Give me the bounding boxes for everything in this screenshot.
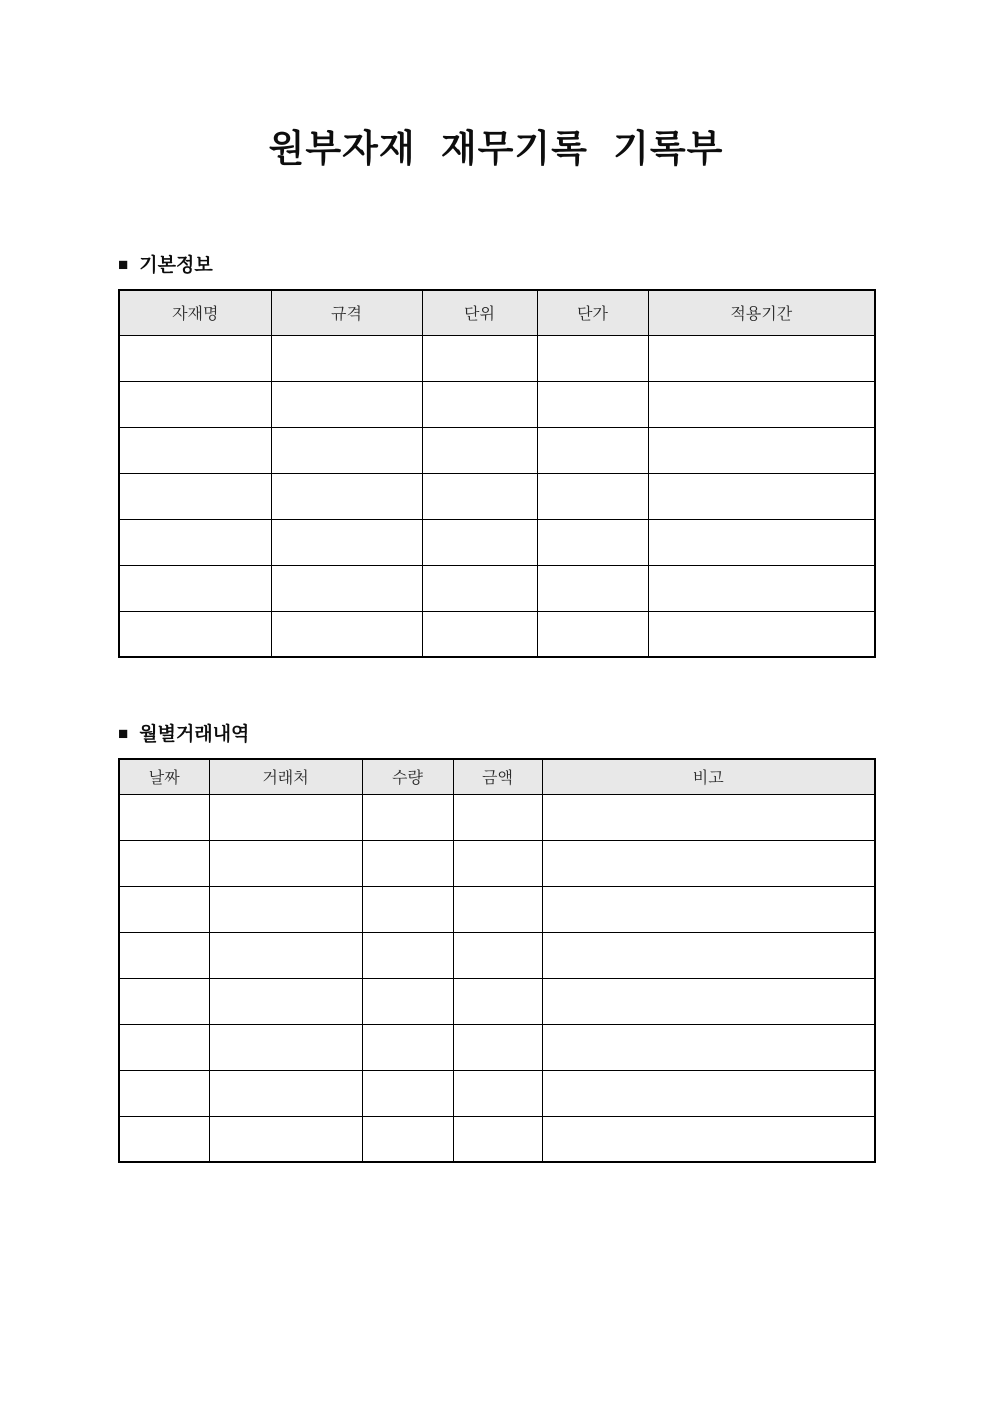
empty-cell: [422, 381, 537, 427]
column-header-application-period: 적용기간: [648, 290, 875, 335]
empty-cell: [453, 1116, 542, 1162]
column-header-amount: 금액: [453, 759, 542, 794]
column-header-date: 날짜: [119, 759, 209, 794]
document-page: [118, 0, 874, 1163]
table-row: [119, 473, 875, 519]
monthly-transactions-table: [118, 758, 876, 1163]
empty-cell: [209, 1070, 362, 1116]
empty-cell: [119, 519, 271, 565]
empty-cell: [209, 1116, 362, 1162]
empty-cell: [537, 335, 648, 381]
empty-cell: [362, 932, 453, 978]
empty-cell: [209, 932, 362, 978]
empty-cell: [648, 381, 875, 427]
column-header-unit-price: 단가: [537, 290, 648, 335]
empty-cell: [422, 519, 537, 565]
empty-cell: [362, 1116, 453, 1162]
empty-cell: [271, 473, 422, 519]
column-header-unit: 단위: [422, 290, 537, 335]
column-header-specification: 규격: [271, 290, 422, 335]
empty-cell: [119, 978, 209, 1024]
empty-cell: [453, 794, 542, 840]
table-row: [119, 1070, 875, 1116]
empty-cell: [119, 932, 209, 978]
empty-cell: [209, 1024, 362, 1070]
empty-cell: [271, 427, 422, 473]
empty-cell: [542, 1024, 875, 1070]
table-row: [119, 381, 875, 427]
empty-cell: [537, 427, 648, 473]
empty-cell: [271, 519, 422, 565]
section-title: 월별거래내역: [139, 724, 250, 745]
column-header-vendor: 거래처: [209, 759, 362, 794]
empty-cell: [119, 565, 271, 611]
empty-cell: [648, 427, 875, 473]
empty-cell: [119, 381, 271, 427]
column-header-quantity: 수량: [362, 759, 453, 794]
empty-cell: [542, 1116, 875, 1162]
empty-cell: [422, 473, 537, 519]
empty-cell: [271, 611, 422, 657]
table-row: [119, 978, 875, 1024]
table-row: [119, 840, 875, 886]
empty-cell: [422, 611, 537, 657]
document-title: 원부자재 재무기록 기록부: [268, 128, 724, 169]
table-row: [119, 611, 875, 657]
empty-cell: [537, 473, 648, 519]
section-basic-info: [118, 254, 874, 658]
square-bullet-icon: ■: [118, 724, 129, 743]
empty-cell: [209, 840, 362, 886]
empty-cell: [119, 794, 209, 840]
empty-cell: [422, 335, 537, 381]
section-header-basic-info: [118, 254, 874, 277]
empty-cell: [119, 473, 271, 519]
table-row: [119, 1024, 875, 1070]
table-row: [119, 886, 875, 932]
table-row: [119, 519, 875, 565]
empty-cell: [542, 886, 875, 932]
empty-cell: [271, 565, 422, 611]
table-row: [119, 335, 875, 381]
empty-cell: [209, 886, 362, 932]
empty-cell: [119, 611, 271, 657]
empty-cell: [453, 978, 542, 1024]
empty-cell: [119, 840, 209, 886]
empty-cell: [119, 335, 271, 381]
empty-cell: [648, 565, 875, 611]
empty-cell: [537, 519, 648, 565]
empty-cell: [119, 886, 209, 932]
empty-cell: [537, 381, 648, 427]
empty-cell: [362, 886, 453, 932]
empty-cell: [648, 519, 875, 565]
empty-cell: [453, 932, 542, 978]
empty-cell: [209, 978, 362, 1024]
empty-cell: [362, 1070, 453, 1116]
table-row: [119, 565, 875, 611]
section-header-monthly-transactions: [118, 723, 874, 746]
empty-cell: [271, 381, 422, 427]
table-row: [119, 427, 875, 473]
empty-cell: [648, 473, 875, 519]
empty-cell: [453, 1070, 542, 1116]
empty-cell: [453, 840, 542, 886]
empty-cell: [537, 565, 648, 611]
basic-info-table: [118, 289, 876, 658]
empty-cell: [119, 1024, 209, 1070]
empty-cell: [362, 794, 453, 840]
empty-cell: [119, 427, 271, 473]
empty-cell: [542, 840, 875, 886]
empty-cell: [119, 1116, 209, 1162]
section-title: 기본정보: [139, 255, 213, 276]
empty-cell: [271, 335, 422, 381]
column-header-remarks: 비고: [542, 759, 875, 794]
empty-cell: [542, 978, 875, 1024]
empty-cell: [542, 794, 875, 840]
empty-cell: [362, 840, 453, 886]
empty-cell: [362, 978, 453, 1024]
empty-cell: [648, 335, 875, 381]
empty-cell: [362, 1024, 453, 1070]
empty-cell: [453, 886, 542, 932]
empty-cell: [537, 611, 648, 657]
section-monthly-transactions: [118, 723, 874, 1163]
empty-cell: [453, 1024, 542, 1070]
table-row: [119, 932, 875, 978]
empty-cell: [422, 565, 537, 611]
empty-cell: [648, 611, 875, 657]
table-row: [119, 1116, 875, 1162]
empty-cell: [542, 1070, 875, 1116]
table-header-row: [119, 290, 875, 335]
empty-cell: [422, 427, 537, 473]
table-row: [119, 794, 875, 840]
column-header-material-name: 자재명: [119, 290, 271, 335]
empty-cell: [209, 794, 362, 840]
square-bullet-icon: ■: [118, 255, 129, 274]
empty-cell: [119, 1070, 209, 1116]
empty-cell: [542, 932, 875, 978]
table-header-row: [119, 759, 875, 794]
